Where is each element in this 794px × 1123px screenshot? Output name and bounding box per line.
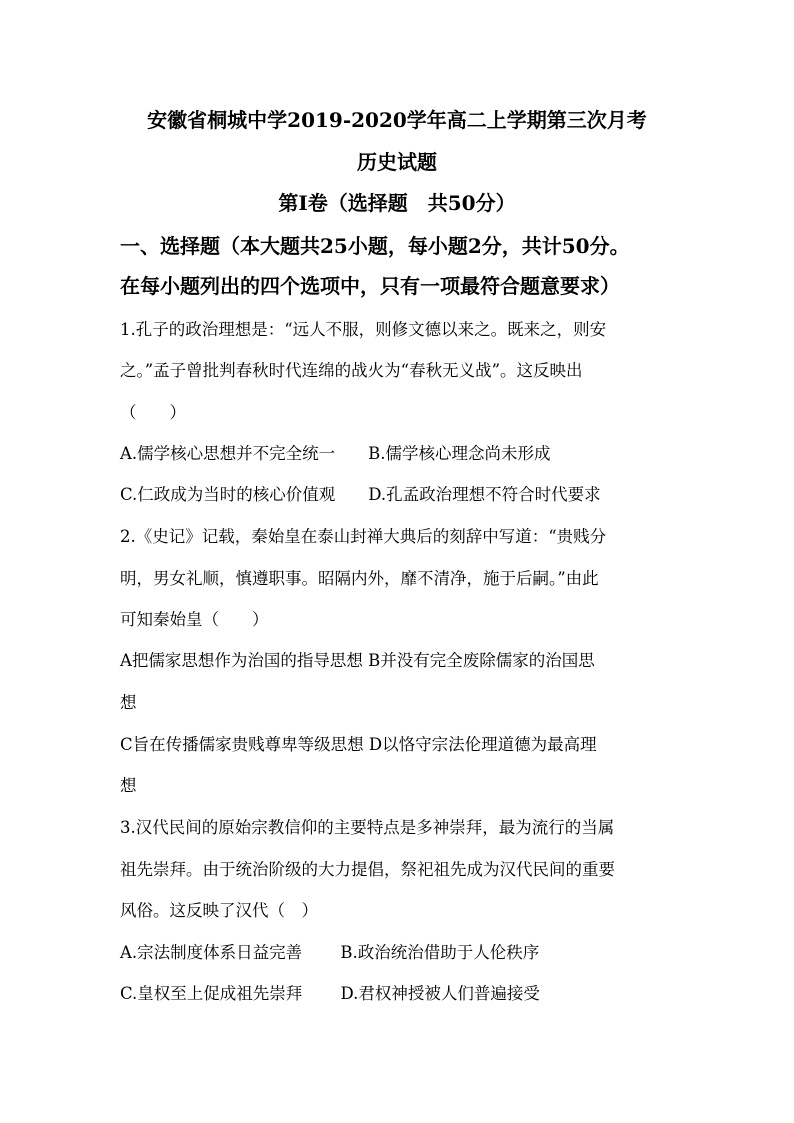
section-heading-line: 在每小题列出的四个选项中，只有一项最符合题意要求） — [120, 274, 620, 298]
q1-options-line: C.仁政成为当时的核心价值观 D.孔孟政治理想不符合时代要求 — [120, 485, 601, 504]
q1-options-line: A.儒学核心思想并不完全统一 B.儒学核心理念尚未形成 — [120, 444, 551, 463]
q3-stem-line: 3.汉代民间的原始宗教信仰的主要特点是多神崇拜，最为流行的当属 — [120, 818, 615, 837]
q2-options-line: C旨在传播儒家贵贱尊卑等级思想 D以恪守宗法伦理道德为最高理 — [120, 735, 597, 754]
q1-stem-line: （ ） — [120, 403, 186, 422]
q3-options-line: C.皇权至上促成祖先崇拜 D.君权神授被人们普遍接受 — [120, 984, 540, 1003]
exam-title: 安徽省桐城中学2019-2020学年高二上学期第三次月考 — [147, 108, 647, 132]
q3-stem-line: 祖先崇拜。由于统治阶级的大力提倡，祭祀祖先成为汉代民间的重要 — [120, 860, 615, 879]
volume-title: 第Ⅰ卷（选择题 共50分） — [278, 191, 516, 215]
q2-stem-line: 2.《史记》记载，秦始皇在泰山封禅大典后的刻辞中写道：“贵贱分 — [120, 527, 607, 546]
q2-options-line: 想 — [120, 693, 137, 712]
q3-stem-line: 风俗。这反映了汉代（ ） — [120, 901, 318, 920]
q2-stem-line: 明，男女礼顺，慎遵职事。昭隔内外，靡不清净，施于后嗣。”由此 — [120, 569, 599, 588]
q2-stem-line: 可知秦始皇（ ） — [120, 610, 269, 629]
q1-stem-line: 1.孔子的政治理想是：“远人不服，则修文德以来之。既来之，则安 — [120, 320, 607, 339]
section-heading-line: 一、选择题（本大题共25小题，每小题2分，共计50分。 — [120, 234, 630, 258]
q1-stem-line: 之。”孟子曾批判春秋时代连绵的战火为“春秋无义战”。这反映出 — [120, 361, 583, 380]
q2-options-line: 想 — [120, 776, 137, 795]
q2-options-line: A把儒家思想作为治国的指导思想 B并没有完全废除儒家的治国思 — [120, 651, 595, 670]
section-heading — [120, 226, 680, 306]
subject-title: 历史试题 — [357, 150, 437, 174]
q3-options-line: A.宗法制度体系日益完善 B.政治统治借助于人伦秩序 — [120, 943, 540, 962]
